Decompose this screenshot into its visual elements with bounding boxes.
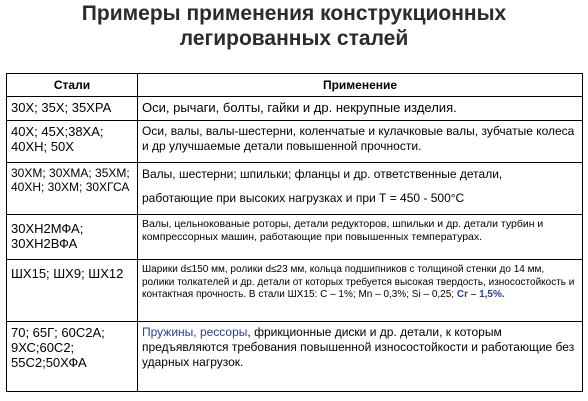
table-header-row: [7, 74, 583, 97]
header-application: Применение: [138, 74, 583, 97]
table-row: [7, 97, 583, 121]
application-cell: [138, 163, 583, 215]
application-text: Шарики d≤150 мм, ролики d≤23 мм, кольца подшипников с толщиной стенки до 14 мм, ролики толкателей и др. детали от которых требуется высокая твердость, износостойкость и контактная прочность. В стали ШХ15: С – 1%; Mn – 0,3%; Si – 0,25;: [142, 264, 575, 300]
steels-cell: 40Х; 45Х;38ХА; 40ХН; 50Х: [7, 121, 138, 163]
table-row: [7, 121, 583, 163]
steels-cell: 70; 65Г; 60С2А; 9ХС;60С2; 55С2;50ХФА: [7, 322, 138, 392]
steels-cell: ШХ15; ШХ9; ШХ12: [7, 260, 138, 322]
table-row: [7, 163, 583, 215]
application-line-2: работающие при высоких нагрузках и при Т = 450 - 500°С: [142, 191, 465, 205]
application-line-1: Валы, шестерни; шпильки; фланцы и др. ответственные детали,: [142, 167, 503, 181]
chromium-highlight: Cr – 1,5%.: [456, 289, 505, 300]
springs-highlight: Пружины, рессоры: [142, 325, 248, 339]
steels-cell: 30Х; 35Х; 35ХРА: [7, 97, 138, 121]
application-cell: [138, 260, 583, 322]
application-cell: [138, 322, 583, 392]
page-title: [0, 0, 588, 51]
header-steels: Стали: [7, 74, 138, 97]
table-row: [7, 322, 583, 392]
steels-cell: 30ХМ; 30ХМА; 35ХМ; 40ХН; 30ХМ; 30ХГСА: [7, 163, 138, 215]
table-row: [7, 260, 583, 322]
title-line-1: Примеры применения конструкционных: [81, 2, 507, 25]
table-row: [7, 215, 583, 260]
title-line-2: легированных сталей: [179, 27, 409, 50]
steels-cell: 30ХН2МФА; 30ХН2ВФА: [7, 215, 138, 260]
application-cell: Оси, валы, валы-шестерни, коленчатые и кулачковые валы, зубчатые колеса и др улучшаемые детали повышенной прочности.: [138, 121, 583, 163]
steel-applications-table: [6, 73, 583, 392]
application-cell: Валы, цельнокованые роторы, детали редукторов, шпильки и др. детали турбин и компрессорных машин, работающие при повышенных температурах.: [138, 215, 583, 260]
line-gap: [142, 181, 578, 191]
application-text: , фрикционные диски и др. детали, к которым предъявляются требования повышенной износостойкости и работающие без ударных нагрузок.: [142, 325, 575, 369]
application-cell: Оси, рычаги, болты, гайки и др. некрупные изделия.: [138, 97, 583, 121]
